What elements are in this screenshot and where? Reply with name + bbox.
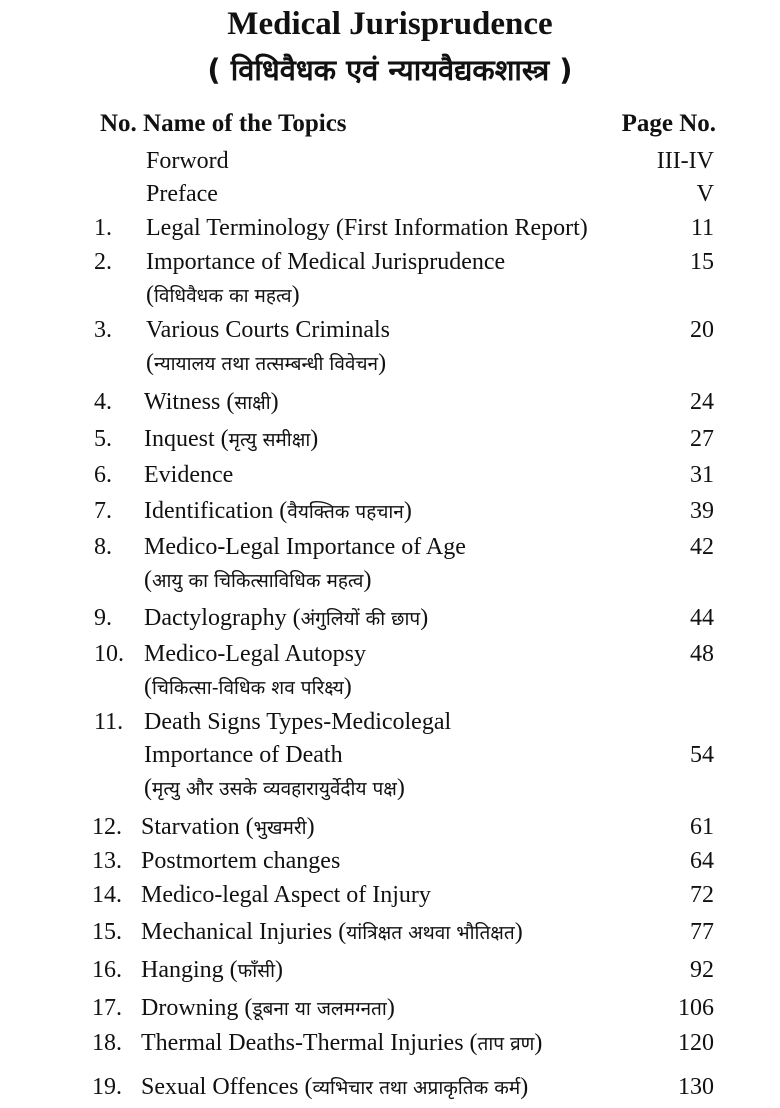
entry-page-number: V (696, 181, 714, 207)
entry-number: 6. (94, 462, 112, 488)
entry-title-line: (न्यायालय तथा तत्सम्बन्धी विवेचन) (146, 350, 387, 376)
entry-page-number: 106 (678, 995, 714, 1021)
document-subtitle-hindi: ( विधिवैधक एवं न्यायवैद्यकशास्त्र ) (207, 53, 573, 87)
entry-number: 15. (92, 919, 122, 945)
entry-title-line: Hanging (फाँसी) (141, 957, 283, 983)
column-header-topics: No. Name of the Topics (100, 110, 347, 137)
entry-page-number: 24 (690, 389, 714, 415)
entry-page-number: 54 (690, 742, 714, 768)
entry-title-line: Medico-Legal Autopsy (144, 641, 366, 667)
entry-title-line: Starvation (भुखमरी) (141, 814, 315, 840)
entry-number: 13. (92, 848, 122, 874)
entry-page-number: 42 (690, 534, 714, 560)
entry-page-number: 15 (690, 249, 714, 275)
entry-page-number: 64 (690, 848, 714, 874)
entry-title-line: (आयु का चिकित्साविधिक महत्व) (144, 567, 372, 593)
entry-number: 18. (92, 1030, 122, 1056)
entry-title-line: Witness (साक्षी) (144, 389, 279, 415)
entry-number: 16. (92, 957, 122, 983)
entry-number: 19. (92, 1074, 122, 1100)
entry-title-line: Evidence (144, 462, 234, 488)
column-header-page: Page No. (621, 110, 716, 137)
entry-number: 3. (94, 317, 112, 343)
entry-page-number: 72 (690, 882, 714, 908)
entry-title-line: (चिकित्सा-विधिक शव परिक्ष्य) (144, 674, 352, 700)
entry-title-line: Dactylography (अंगुलियों की छाप) (144, 605, 429, 631)
entry-page-number: 31 (690, 462, 714, 488)
entry-page-number: 39 (690, 498, 714, 524)
document-title: Medical Jurisprudence (227, 6, 553, 42)
entry-number: 2. (94, 249, 112, 275)
entry-page-number: 44 (690, 605, 714, 631)
entry-title-line: Preface (146, 181, 218, 207)
entry-title-line: Importance of Death (144, 742, 343, 768)
entry-page-number: 20 (690, 317, 714, 343)
entry-number: 10. (94, 641, 124, 667)
entry-title-line: Inquest (मृत्यु समीक्षा) (144, 426, 319, 452)
entry-number: 1. (94, 215, 112, 241)
entry-page-number: 130 (678, 1074, 714, 1100)
entry-number: 7. (94, 498, 112, 524)
entry-page-number: III-IV (656, 148, 714, 174)
entry-title-line: Medico-Legal Importance of Age (144, 534, 466, 560)
entry-number: 4. (94, 389, 112, 415)
entry-page-number: 77 (690, 919, 714, 945)
entry-title-line: Sexual Offences (व्यभिचार तथा अप्राकृतिक कर्म) (141, 1074, 529, 1100)
entry-title-line: Thermal Deaths-Thermal Injuries (ताप व्रण) (141, 1030, 543, 1056)
entry-page-number: 11 (690, 215, 714, 241)
entry-number: 9. (94, 605, 112, 631)
entry-title-line: Drowning (डूबना या जलमग्नता) (141, 995, 395, 1021)
entry-page-number: 48 (690, 641, 714, 667)
entry-title-line: Medico-legal Aspect of Injury (141, 882, 431, 908)
entry-title-line: Mechanical Injuries (यांत्रिक्षत अथवा भौतिक्षत) (141, 919, 523, 945)
entry-title-line: (विधिवैधक का महत्व) (146, 282, 300, 308)
entry-number: 8. (94, 534, 112, 560)
entry-page-number: 61 (690, 814, 714, 840)
entry-title-line: Forword (146, 148, 229, 174)
entry-title-line: Death Signs Types-Medicolegal (144, 709, 452, 735)
entry-number: 14. (92, 882, 122, 908)
entry-page-number: 27 (690, 426, 714, 452)
entry-title-line: Legal Terminology (First Information Report) (146, 215, 588, 241)
entry-number: 12. (92, 814, 122, 840)
entry-number: 5. (94, 426, 112, 452)
entry-page-number: 92 (690, 957, 714, 983)
entry-number: 17. (92, 995, 122, 1021)
entry-title-line: Postmortem changes (141, 848, 341, 874)
entry-title-line: Various Courts Criminals (146, 317, 390, 343)
entry-title-line: Importance of Medical Jurisprudence (146, 249, 506, 275)
entry-title-line: Identification (वैयक्तिक पहचान) (144, 498, 412, 524)
entry-number: 11. (94, 709, 124, 735)
entry-page-number: 120 (678, 1030, 714, 1056)
entry-title-line: (मृत्यु और उसके व्यवहारायुर्वेदीय पक्ष) (144, 775, 405, 801)
